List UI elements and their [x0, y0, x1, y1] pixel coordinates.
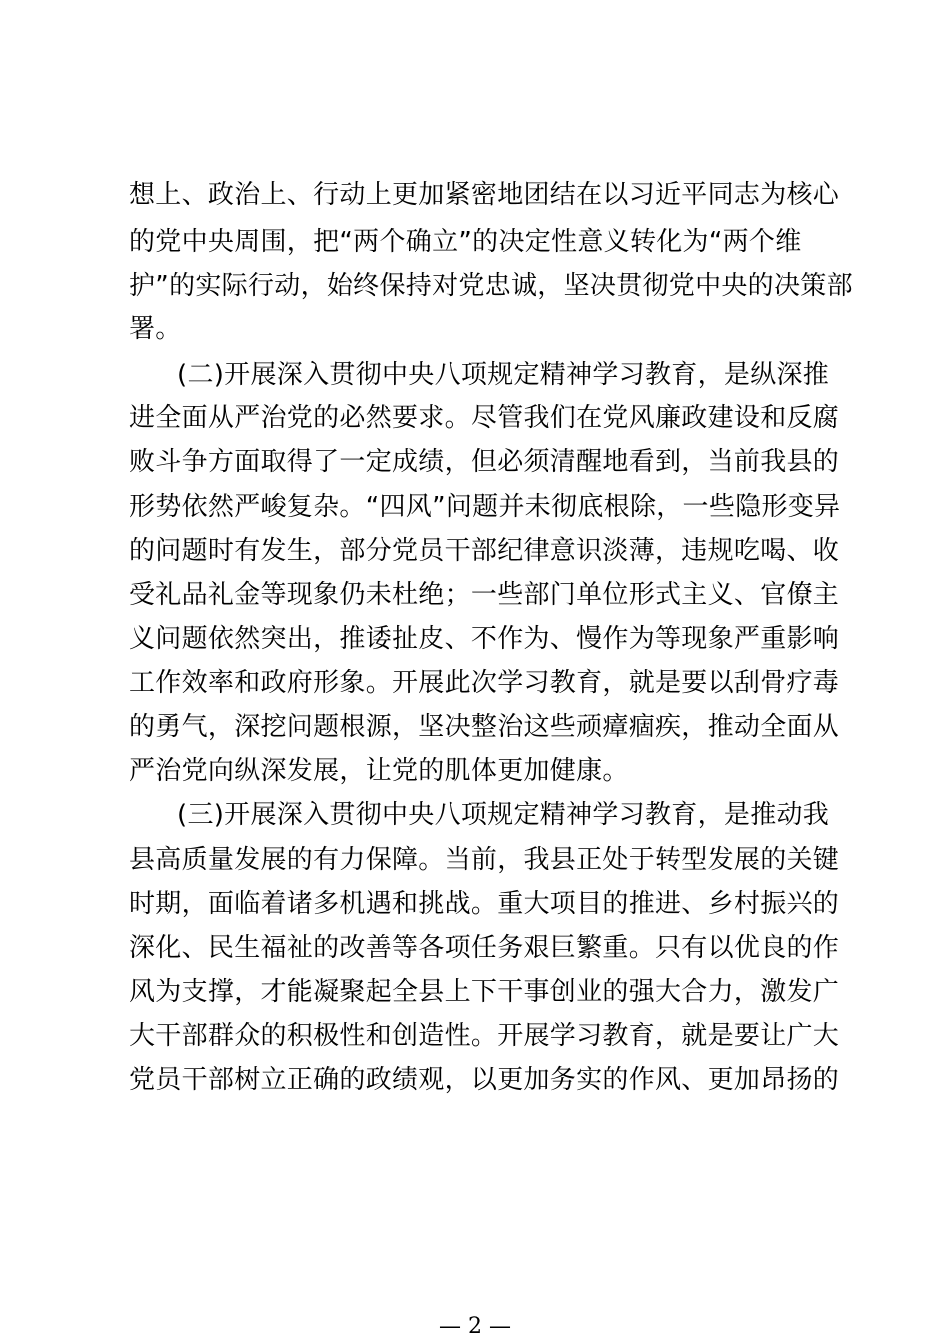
body-text-line: 的问题时有发生，部分党员干部纪律意识淡薄，违规吃喝、收 [129, 536, 840, 566]
body-text-line: 大干部群众的积极性和创造性。开展学习教育，就是要让广大 [129, 1021, 840, 1051]
body-text-line: 护”的实际行动，始终保持对党忠诚，坚决贯彻党中央的决策部 [129, 271, 853, 301]
body-text-line: 时期，面临着诸多机遇和挑战。重大项目的推进、乡村振兴的 [129, 889, 840, 919]
body-text-line: 风为支撑，才能凝聚起全县上下干事创业的强大合力，激发广 [129, 977, 840, 1007]
paragraph-three-heading-line: (三)开展深入贯彻中央八项规定精神学习教育，是推动我 [177, 800, 830, 830]
body-text-line: 义问题依然突出，推诿扯皮、不作为、慢作为等现象严重影响 [129, 624, 840, 654]
body-text-line: 受礼品礼金等现象仍未杜绝；一些部门单位形式主义、官僚主 [129, 580, 840, 610]
body-text-line: 形势依然严峻复杂。“四风”问题并未彻底根除，一些隐形变异 [129, 492, 841, 522]
body-text-line: 的党中央周围，把“两个确立”的决定性意义转化为“两个维 [129, 227, 802, 257]
page-number: — 2 — [439, 1314, 511, 1339]
body-text-line: 的勇气，深挖问题根源，坚决整治这些顽瘴痼疾，推动全面从 [129, 712, 840, 742]
paragraph-two-heading-line: (二)开展深入贯彻中央八项规定精神学习教育，是纵深推 [177, 360, 830, 390]
body-text-line: 党员干部树立正确的政绩观，以更加务实的作风、更加昂扬的 [129, 1065, 840, 1095]
body-text-line: 署。 [129, 314, 182, 344]
body-text-line: 严治党向纵深发展，让党的肌体更加健康。 [129, 756, 629, 786]
body-text-line: 县高质量发展的有力保障。当前，我县正处于转型发展的关键 [129, 845, 840, 875]
body-text-line: 败斗争方面取得了一定成绩，但必须清醒地看到，当前我县的 [129, 447, 840, 477]
body-text-line: 工作效率和政府形象。开展此次学习教育，就是要以刮骨疗毒 [129, 668, 840, 698]
body-text-line: 想上、政治上、行动上更加紧密地团结在以习近平同志为核心 [129, 180, 840, 210]
body-text-line: 深化、民生福祉的改善等各项任务艰巨繁重。只有以优良的作 [129, 933, 840, 963]
body-text-line: 进全面从严治党的必然要求。尽管我们在党风廉政建设和反腐 [129, 403, 840, 433]
